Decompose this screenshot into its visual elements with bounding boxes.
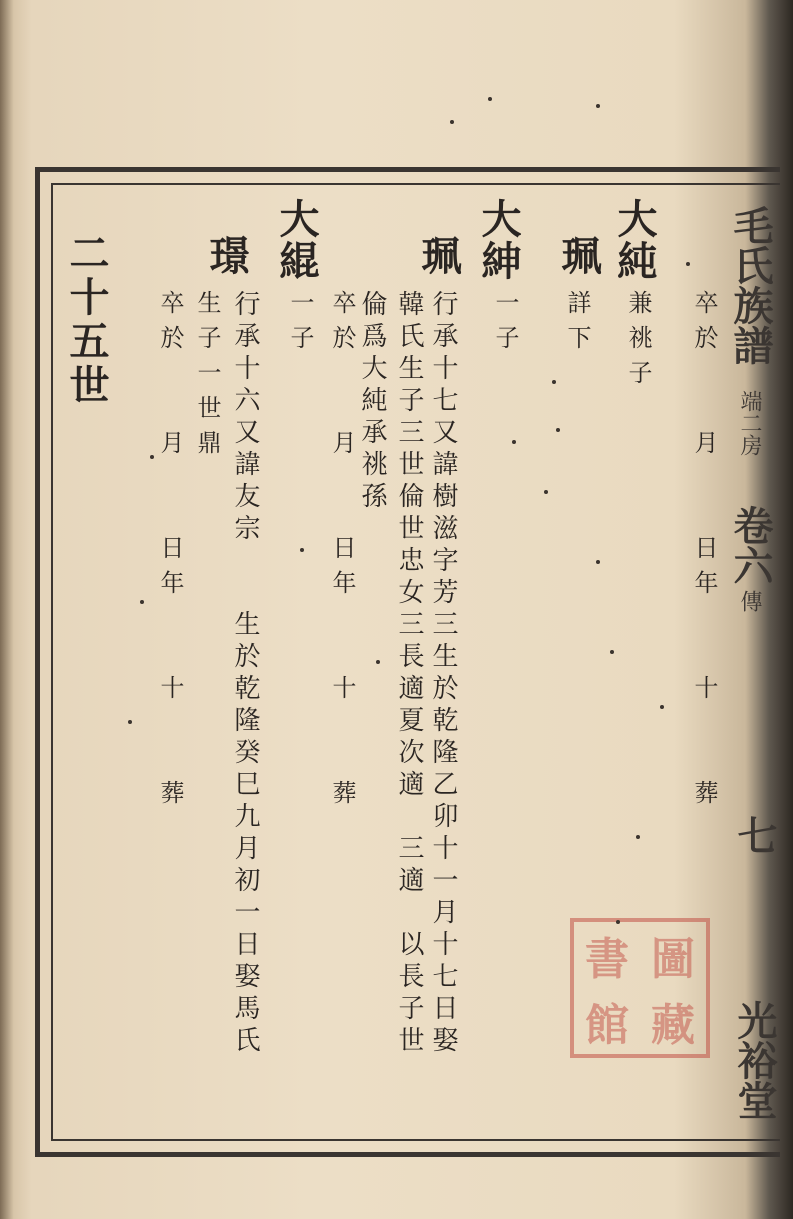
punct-dot (128, 720, 132, 724)
punct-dot (150, 455, 154, 459)
entry-text-col-7: 倫爲大純承祧孫 (357, 290, 387, 514)
punct-dot (596, 104, 600, 108)
punct-dot (636, 835, 640, 839)
genealogy-title: 毛氏族譜 (727, 205, 774, 365)
punct-dot (616, 920, 620, 924)
branch-label: 端二房 (737, 390, 762, 456)
entry-text-col-8: 卒於 月 日年 十 葬 (328, 290, 356, 815)
entry-name-jing: 璟 (203, 235, 250, 277)
leaf-number: 七 (731, 815, 778, 855)
punct-dot (376, 660, 380, 664)
section-label: 傳 (737, 590, 762, 612)
punct-dot (610, 650, 614, 654)
punct-dot (450, 120, 454, 124)
punct-dot (686, 262, 690, 266)
entry-name-dagun: 大緄 (273, 198, 320, 282)
punct-dot (556, 428, 560, 432)
binding-shadow (0, 0, 14, 1219)
entry-text-col-6: 韓氏生子三世倫世忠女三長適夏次適 三適 以長子世 (394, 290, 424, 1058)
entry-text-col-1: 卒於 月 日年 十 葬 (690, 290, 718, 815)
punct-dot (140, 600, 144, 604)
seal-char: 館 (585, 1000, 629, 1051)
punct-dot (488, 97, 492, 101)
entry-text-col-12: 卒於 月 日年 十 葬 (156, 290, 184, 815)
library-seal-stamp (570, 918, 710, 1058)
entry-text-col-2: 兼祧子 (624, 290, 652, 395)
entry-text-col-11: 生子一世鼎 (193, 290, 221, 465)
punct-dot (660, 705, 664, 709)
seal-char: 書 (585, 934, 629, 985)
entry-name-pei: 珮 (555, 235, 602, 277)
seal-char: 藏 (651, 1000, 695, 1051)
entry-name-pei-2: 珮 (415, 235, 462, 277)
entry-text-col-9: 一子 (286, 290, 314, 360)
entry-text-col-3: 詳下 (563, 290, 591, 360)
hall-name: 光裕堂 (731, 1000, 778, 1120)
volume-label: 卷六 (727, 505, 774, 585)
entry-text-col-10: 行承十六又諱友宗 生於乾隆癸巳九月初一日娶馬氏 (230, 290, 260, 1058)
punct-dot (544, 490, 548, 494)
punct-dot (512, 440, 516, 444)
entry-text-col-4: 一子 (491, 290, 519, 360)
entry-text-col-5: 行承十七又諱樹滋字芳三生於乾隆乙卯十一月十七日娶 (428, 290, 458, 1058)
punct-dot (596, 560, 600, 564)
punct-dot (552, 380, 556, 384)
seal-char: 圖 (651, 934, 695, 985)
generation-heading: 二十五世 (63, 232, 110, 408)
entry-name-dachun: 大純 (611, 198, 658, 282)
punct-dot (300, 548, 304, 552)
entry-name-dashen: 大紳 (475, 198, 522, 282)
